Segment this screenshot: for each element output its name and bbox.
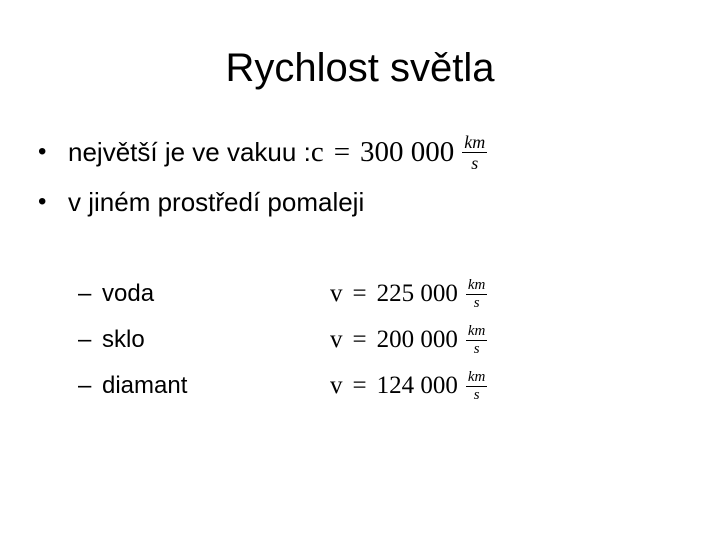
formula-water: [330, 272, 487, 316]
dash-marker: –: [78, 372, 92, 399]
sub-item-glass: [78, 318, 145, 362]
unit-numerator: km: [467, 276, 486, 293]
unit-fraction: [466, 370, 488, 403]
formula-variable: v: [330, 326, 343, 353]
formula-value: 225 000: [376, 280, 458, 307]
unit-fraction: [466, 324, 488, 357]
unit-numerator: km: [464, 131, 486, 152]
formula-variable: v: [330, 280, 343, 307]
formula-equals: =: [352, 372, 367, 399]
formula-value: 124 000: [376, 372, 458, 399]
formula-value: 200 000: [376, 326, 458, 353]
formula-equals: =: [352, 280, 367, 307]
formula-glass: [330, 318, 487, 362]
formula-variable: v: [330, 372, 343, 399]
sub-item-label: diamant: [102, 372, 188, 399]
unit-fraction: [462, 133, 487, 172]
sub-item-label: voda: [102, 280, 155, 307]
unit-denominator: s: [473, 340, 480, 357]
bullet-vacuum: [38, 130, 487, 174]
bullet-other-media: [38, 180, 364, 224]
formula-equals: =: [333, 135, 351, 168]
sub-item-water: [78, 272, 154, 316]
bullet-other-media-text: v jiném prostředí pomaleji: [68, 186, 365, 217]
dash-marker: –: [78, 326, 92, 353]
unit-denominator: s: [471, 152, 479, 173]
unit-denominator: s: [473, 386, 480, 403]
unit-denominator: s: [473, 294, 480, 311]
bullet-vacuum-text: největší je ve vakuu :: [68, 136, 311, 167]
formula-equals: =: [352, 326, 367, 353]
bullet-marker: •: [38, 188, 47, 215]
formula-value: 300 000: [360, 135, 455, 168]
sub-item-diamond: [78, 364, 187, 408]
bullet-marker: •: [38, 138, 47, 165]
formula-variable: c: [310, 135, 324, 168]
formula-diamond: [330, 364, 487, 408]
formula-vacuum: [311, 133, 487, 172]
unit-fraction: [466, 278, 488, 311]
unit-numerator: km: [467, 322, 486, 339]
unit-numerator: km: [467, 368, 486, 385]
sub-item-label: sklo: [102, 326, 145, 353]
dash-marker: –: [78, 280, 92, 307]
slide-title: Rychlost světla: [225, 46, 495, 90]
